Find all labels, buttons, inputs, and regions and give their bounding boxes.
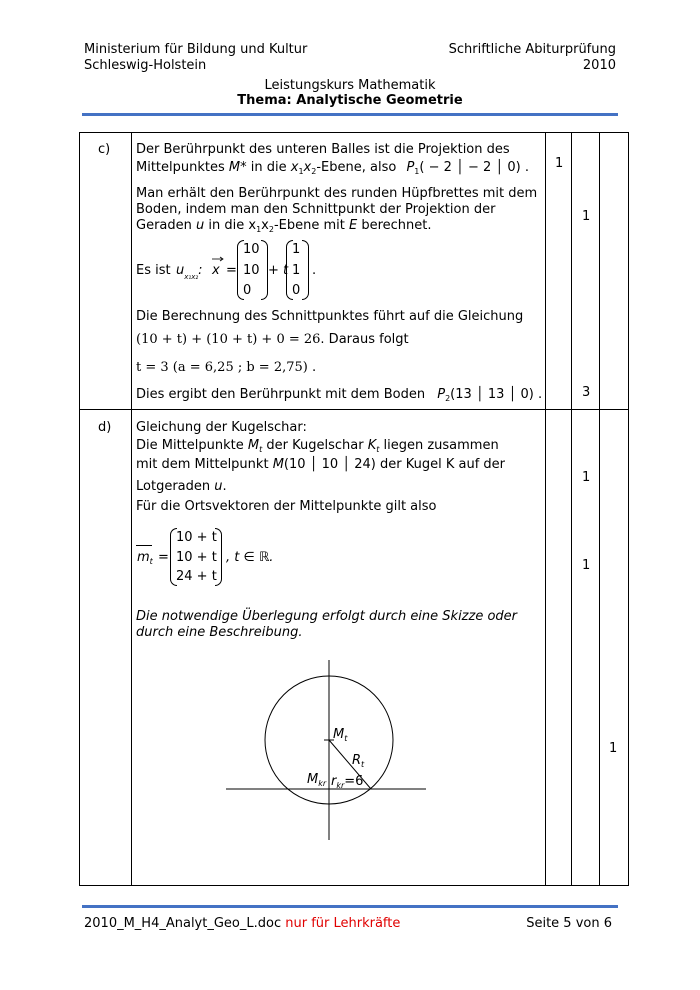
- matrix-bracket-right: [261, 240, 268, 300]
- vec1-row1: 10: [243, 242, 260, 257]
- section-c-label: c): [98, 142, 111, 157]
- mvec-row2: 10 + t: [176, 550, 217, 565]
- d-score-3: 1: [609, 741, 618, 756]
- c-paragraph-3: Die Berechnung des Schnittpunktes führt auf die Gleichung: [136, 309, 524, 324]
- c-paragraph-2b: Boden, indem man den Schnittpunkt der Projektion der: [136, 202, 496, 217]
- header-rule: [82, 113, 618, 116]
- vector-m-t: $m_t$: [137, 550, 153, 566]
- label-rkr: $r_{kr}=6$: [331, 774, 364, 790]
- footer-rule: [82, 905, 618, 908]
- footer-filename: 2010_M_H4_Analyt_Geo_L.doc nur für Lehrkräfte: [84, 916, 401, 931]
- es-ist-label: Es ist: [136, 263, 171, 278]
- matrix-bracket-right: [302, 240, 309, 300]
- mvec-row1: 10 + t: [176, 530, 217, 545]
- d-note-2: durch eine Beschreibung.: [136, 625, 303, 640]
- d-line-3: mit dem Mittelpunkt M(10 │ 10 │ 24) der Kugel K auf der: [136, 457, 506, 472]
- matrix-bracket-right: [215, 528, 222, 586]
- section-d-label: d): [98, 420, 112, 435]
- label-Mt: $M_t$: [333, 727, 348, 743]
- m-equals: =: [158, 550, 169, 565]
- topic-title: Thema: Analytische Geometrie: [237, 93, 463, 108]
- c-equation-2: t = 3 (a = 6,25 ; b = 2,75) .: [136, 360, 317, 375]
- c-score-col2-total: 3: [582, 385, 591, 400]
- c-score-col2: 1: [582, 209, 591, 224]
- equation-dot: .: [312, 263, 317, 278]
- vector-arrow-icon: [136, 545, 152, 546]
- course-name: Leistungskurs Mathematik: [264, 78, 436, 93]
- equals-sign: =: [226, 263, 237, 278]
- vec2-row1: 1: [292, 242, 301, 257]
- label-Mkr: $M_{kr}$: [307, 772, 327, 788]
- c-paragraph-2a: Man erhält den Berührpunkt des runden Hüpfbrettes mit dem: [136, 186, 538, 201]
- label-Rt: $R_t$: [352, 753, 365, 769]
- line-u-name: $u_{x_1x_2}$:: [176, 263, 203, 281]
- footer-page: Seite 5 von 6: [526, 916, 612, 931]
- c-paragraph-2c: Geraden u in die $x_1x_2$-Ebene mit E berechnet.: [136, 218, 432, 234]
- c-equation-1: (10 + t) + (10 + t) + 0 = 26. Daraus folgt: [136, 332, 409, 347]
- vector-x: x: [212, 263, 220, 278]
- vec1-row2: 10: [243, 263, 260, 278]
- c-paragraph-1a: Der Berührpunkt des unteren Balles ist die Projektion des: [136, 142, 510, 157]
- d-line-1: Gleichung der Kugelschar:: [136, 420, 307, 435]
- d-note-1: Die notwendige Überlegung erfolgt durch eine Skizze oder: [136, 609, 518, 624]
- d-line-2: Die Mittelpunkte $M_t$ der Kugelschar $K_t$ liegen zusammen: [136, 438, 499, 454]
- vector-arrow-icon: [212, 256, 224, 262]
- vec2-row2: 1: [292, 263, 301, 278]
- d-line-4: Lotgeraden u.: [136, 479, 227, 494]
- exam-title: Schriftliche Abiturprüfung: [448, 42, 616, 57]
- vec1-row3: 0: [243, 283, 252, 298]
- mvec-row3: 24 + t: [176, 569, 217, 584]
- d-score-1: 1: [582, 470, 591, 485]
- d-score-2: 1: [582, 558, 591, 573]
- ministry-name: Ministerium für Bildung und Kultur: [84, 42, 308, 57]
- plus-t: + t: [268, 263, 289, 278]
- state-name: Schleswig-Holstein: [84, 58, 207, 73]
- c-paragraph-1b: Mittelpunktes M* in die $x_1x_2$-Ebene, also $P_1( - 2$ │ − 2 │ 0) .: [136, 160, 529, 176]
- d-line-5: Für die Ortsvektoren der Mittelpunkte gilt also: [136, 499, 437, 514]
- sphere-sketch: [220, 650, 440, 845]
- vec2-row3: 0: [292, 283, 301, 298]
- m-domain: , t ∈ ℝ.: [226, 550, 274, 565]
- c-paragraph-4: Dies ergibt den Berührpunkt mit dem Boden $P_2(13$ │ 13 │ 0) .: [136, 387, 543, 403]
- c-score-col1: 1: [555, 156, 564, 171]
- exam-year: 2010: [582, 58, 616, 73]
